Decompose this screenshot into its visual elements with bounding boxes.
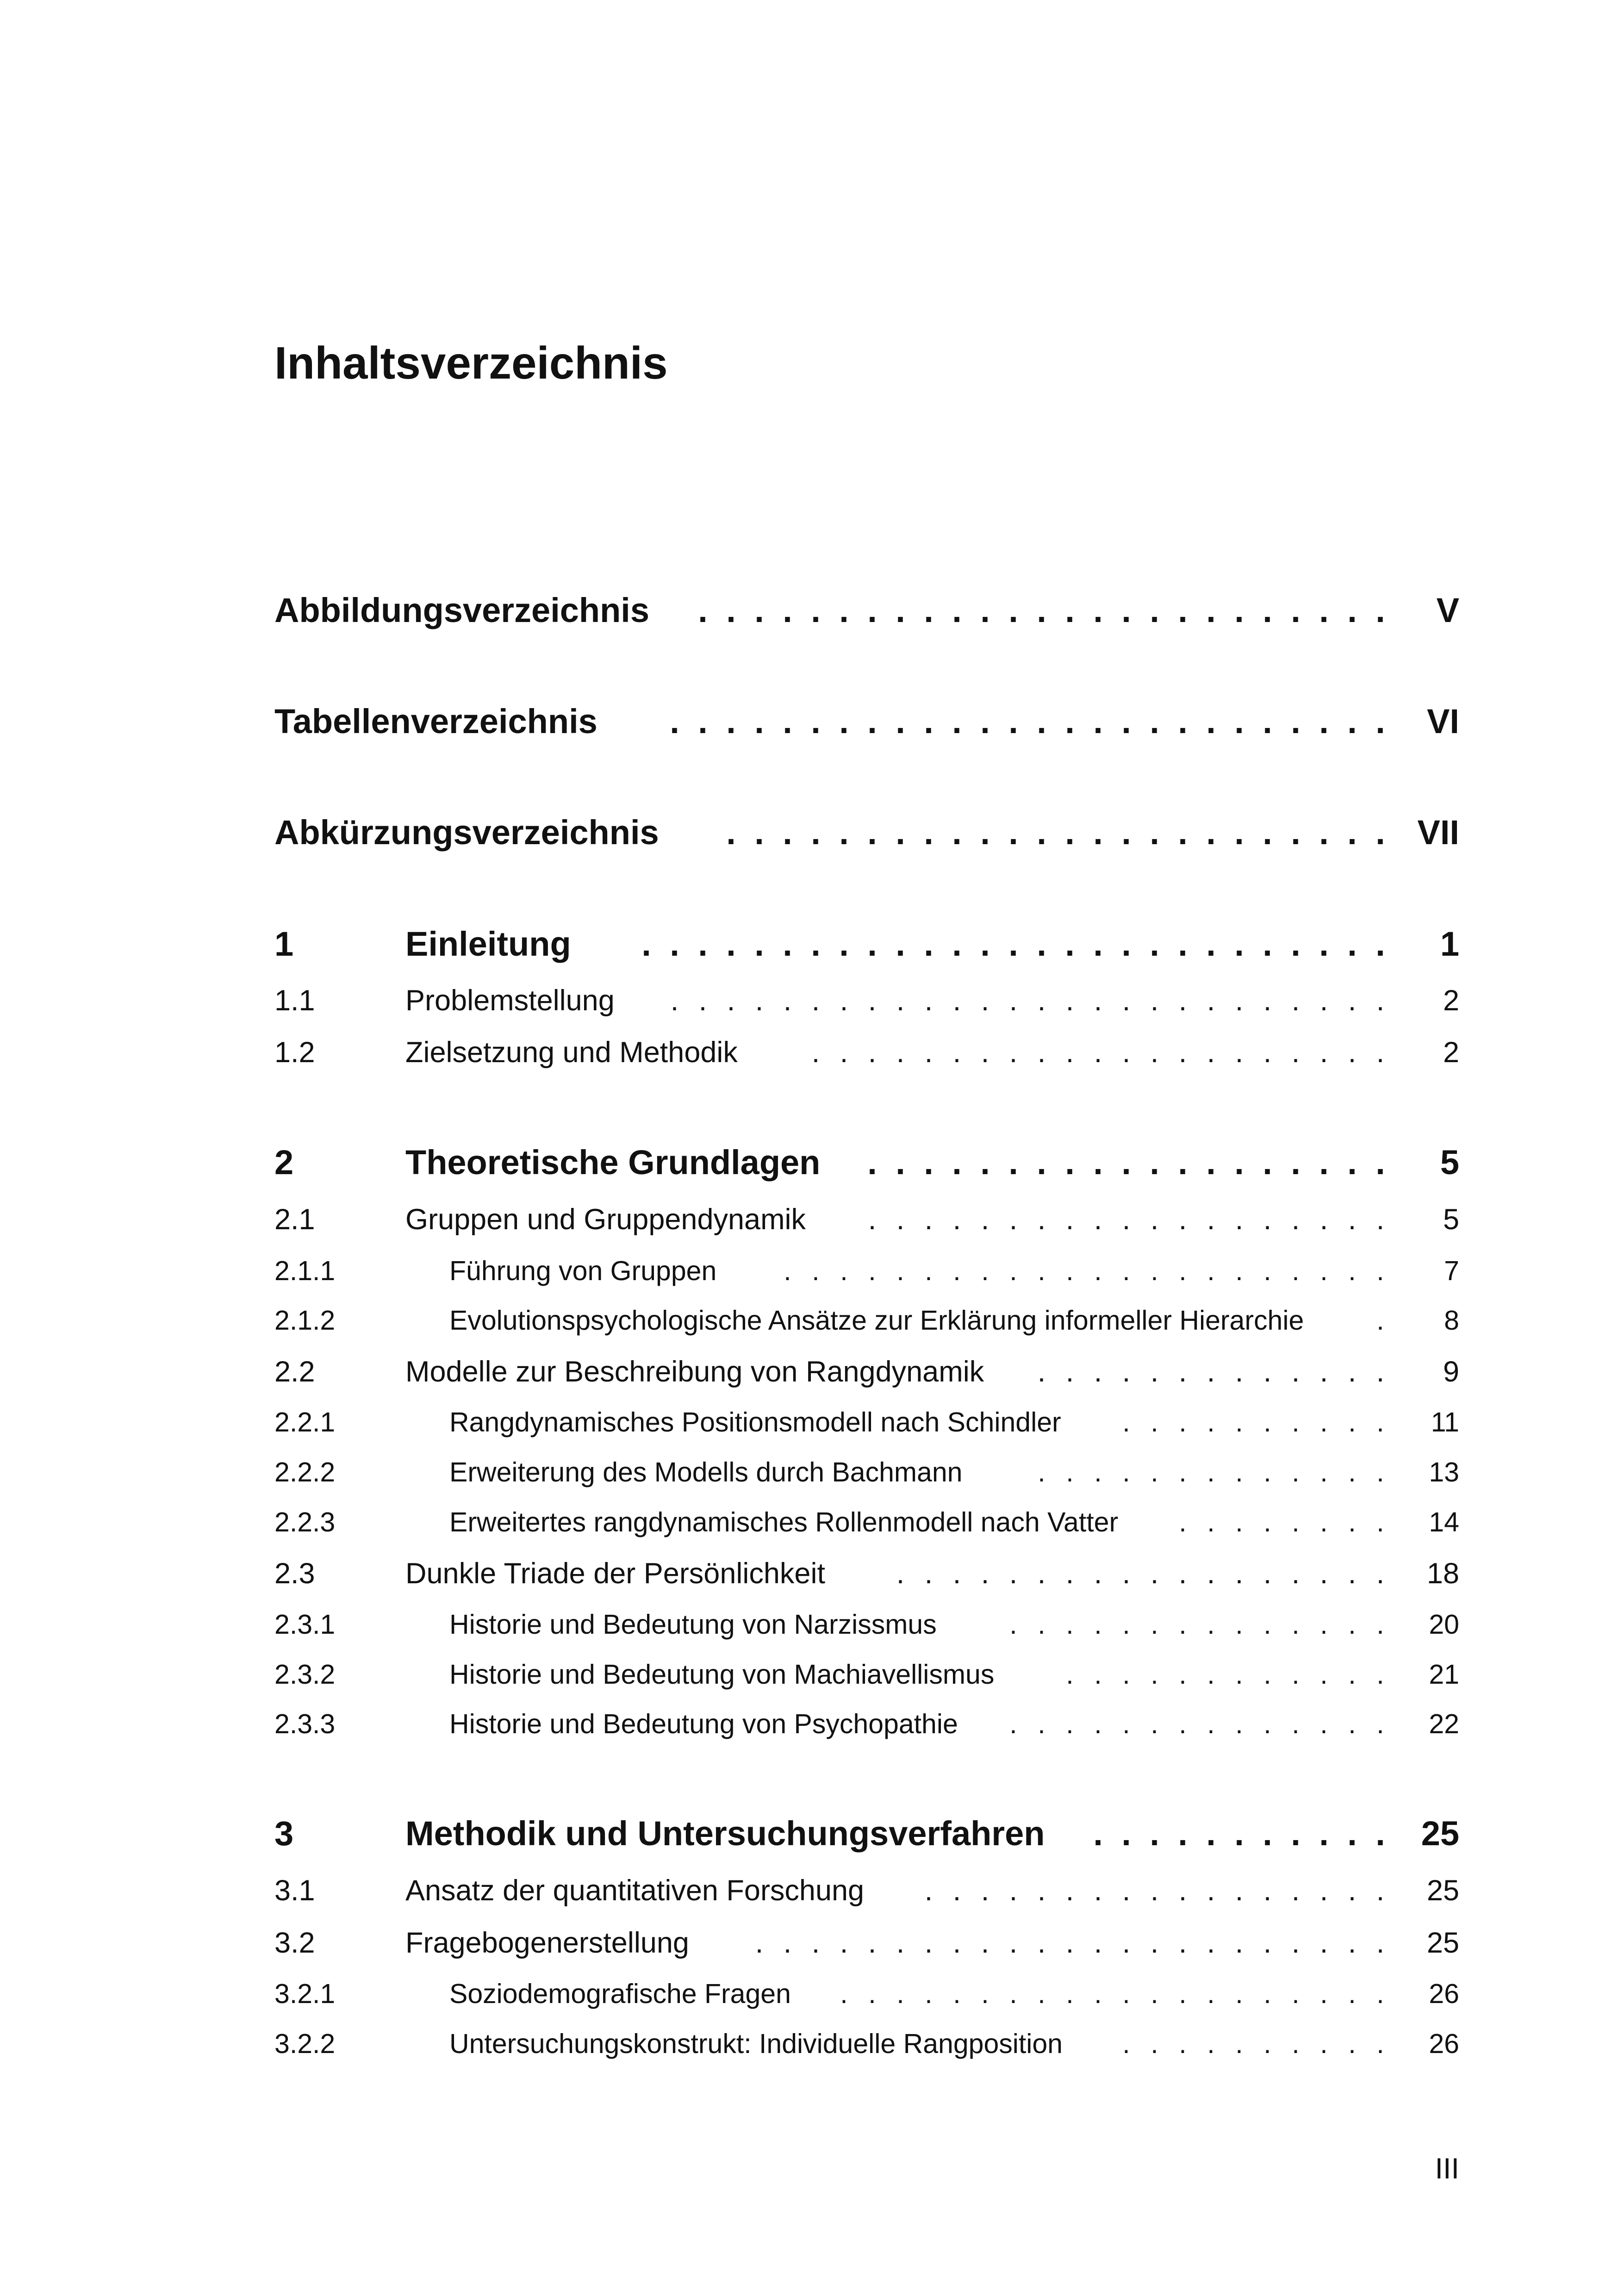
toc-entry-number: 3.1 bbox=[274, 1874, 315, 1907]
toc-entry-title: Erweiterung des Modells durch Bachmann bbox=[449, 1457, 963, 1487]
toc-entry-page: 8 bbox=[1444, 1305, 1459, 1336]
toc-entry-number: 3 bbox=[274, 1814, 294, 1853]
dot-leader: . . . . . . . . bbox=[1179, 1509, 1384, 1536]
toc-entry[interactable] bbox=[274, 2007, 1459, 2058]
toc-entry-title: Zielsetzung und Methodik bbox=[405, 1036, 738, 1069]
toc-entry-title: Abkürzungsverzeichnis bbox=[274, 813, 659, 852]
dot-leader: . . . . . . . . . . . . . . . . . . . . . bbox=[811, 1038, 1385, 1067]
toc-entry-title: Ansatz der quantitativen Forschung bbox=[405, 1874, 865, 1907]
toc-entry-title: Evolutionspsychologische Ansätze zur Erklärung informeller Hierarchie bbox=[449, 1305, 1304, 1336]
dot-leader: . . . . . . . . . . . . . bbox=[1037, 1357, 1385, 1387]
toc-entry-number: 2.1 bbox=[274, 1203, 315, 1236]
toc-entry-title: Historie und Bedeutung von Machiavellismus bbox=[449, 1659, 995, 1690]
toc-entry-number: 1.1 bbox=[274, 984, 315, 1017]
toc-entry-page: 22 bbox=[1429, 1709, 1459, 1739]
toc-entry-page: 2 bbox=[1443, 1036, 1459, 1069]
toc-entry-page: 5 bbox=[1443, 1203, 1459, 1236]
toc-entry-page: VII bbox=[1417, 813, 1459, 852]
dot-leader: . . . . . . . . . . . . . . . . . bbox=[924, 1876, 1385, 1905]
toc-entry-number: 2 bbox=[274, 1143, 294, 1182]
toc-entry-page: 13 bbox=[1429, 1457, 1459, 1487]
dot-leader: . . . . . . . . . . bbox=[1122, 1409, 1384, 1436]
toc-entry-page: 25 bbox=[1421, 1814, 1459, 1853]
toc-entry[interactable] bbox=[274, 1129, 1459, 1180]
toc-entry-page: 20 bbox=[1429, 1609, 1459, 1640]
toc-entry-title: Historie und Bedeutung von Psychopathie bbox=[449, 1709, 958, 1739]
toc-entry-title: Tabellenverzeichnis bbox=[274, 702, 597, 740]
toc-entry-title: Fragebogenerstellung bbox=[405, 1927, 689, 1959]
toc-entry-number: 1.2 bbox=[274, 1036, 315, 1069]
toc-entry-number: 2.2.2 bbox=[274, 1457, 336, 1487]
toc-entry[interactable] bbox=[274, 688, 1459, 739]
toc-entry-title: Modelle zur Beschreibung von Rangdynamik bbox=[405, 1356, 984, 1388]
toc-entry-page: 25 bbox=[1426, 1927, 1459, 1959]
toc-entry-title: Untersuchungskonstrukt: Individuelle Rangposition bbox=[449, 2028, 1063, 2059]
toc-entry-page: VI bbox=[1427, 702, 1459, 740]
toc-entry-page: 14 bbox=[1429, 1507, 1459, 1537]
toc-entry-number: 2.2.3 bbox=[274, 1507, 336, 1537]
toc-entry[interactable] bbox=[274, 1336, 1459, 1387]
toc-entry[interactable] bbox=[274, 910, 1459, 961]
toc-entry[interactable] bbox=[274, 964, 1459, 1015]
toc-entry-title: Methodik und Untersuchungsverfahren bbox=[405, 1814, 1045, 1853]
toc-entry-number: 2.3 bbox=[274, 1557, 315, 1590]
page-number: III bbox=[1435, 2153, 1459, 2185]
dot-leader: . . . . . . . . . . . . . . . . . . . . . . . . . . . bbox=[641, 927, 1385, 961]
toc-entry-number: 2.3.1 bbox=[274, 1609, 336, 1640]
toc-entry[interactable] bbox=[274, 1485, 1459, 1536]
dot-leader: . . . . . . . . . . . . . . . . . . . bbox=[868, 1205, 1385, 1234]
toc-entry-title: Einleitung bbox=[405, 925, 571, 963]
dot-leader: . . . . . . . . . . . . bbox=[1066, 1661, 1384, 1688]
toc-entry[interactable] bbox=[274, 1587, 1459, 1638]
toc-entry[interactable] bbox=[274, 1385, 1459, 1436]
toc-entry[interactable] bbox=[274, 1537, 1459, 1588]
toc-entry[interactable] bbox=[274, 1234, 1459, 1285]
toc-entry[interactable] bbox=[274, 799, 1459, 850]
toc-entry[interactable] bbox=[274, 1957, 1459, 2008]
toc-entry-page: 2 bbox=[1443, 984, 1459, 1017]
toc-entry[interactable] bbox=[274, 1435, 1459, 1486]
toc-entry-title: Gruppen und Gruppendynamik bbox=[405, 1203, 806, 1236]
toc-entry[interactable] bbox=[274, 1800, 1459, 1851]
toc-entry-title: Dunkle Triade der Persönlichkeit bbox=[405, 1557, 825, 1590]
toc-entry-number: 3.2.1 bbox=[274, 1979, 336, 2009]
toc-entry[interactable] bbox=[274, 1687, 1459, 1738]
toc-entry-page: 9 bbox=[1443, 1356, 1459, 1388]
dot-leader: . . . . . . . . . . . . . . . . . . . . . . . . . . bbox=[670, 986, 1385, 1015]
dot-leader: . . . . . . . . . . . bbox=[1093, 1817, 1385, 1851]
toc-entry-page: 1 bbox=[1440, 925, 1459, 963]
dot-leader: . . . . . . . . . . bbox=[1122, 2030, 1384, 2058]
dot-leader: . . . . . . . . . . . . . . . . . . . . . . . . bbox=[726, 815, 1385, 850]
toc-entry-number: 2.2 bbox=[274, 1356, 315, 1388]
dot-leader: . . . . . . . . . . . . . . . . . . . . . . bbox=[784, 1257, 1384, 1285]
toc-entry-page: 21 bbox=[1429, 1659, 1459, 1690]
page-title: Inhaltsverzeichnis bbox=[274, 337, 668, 388]
dot-leader: . . . . . . . . . . . . . . bbox=[1009, 1711, 1384, 1738]
toc-entry-title: Historie und Bedeutung von Narzissmus bbox=[449, 1609, 937, 1640]
toc-entry-number: 2.1.2 bbox=[274, 1305, 336, 1336]
toc-entry-number: 3.2.2 bbox=[274, 2028, 336, 2059]
toc-entry-page: 5 bbox=[1440, 1143, 1459, 1182]
toc-entry-title: Rangdynamisches Positionsmodell nach Schindler bbox=[449, 1407, 1061, 1437]
dot-leader: . . . . . . . . . . . . . . . . . . . . . . . bbox=[755, 1929, 1385, 1958]
dot-leader: . bbox=[1376, 1307, 1384, 1334]
toc-entry[interactable] bbox=[274, 1283, 1459, 1334]
toc-entry[interactable] bbox=[274, 1016, 1459, 1067]
dot-leader: . . . . . . . . . . . . . . bbox=[1009, 1611, 1384, 1638]
dot-leader: . . . . . . . . . . . . . . . . . . . . bbox=[840, 1980, 1384, 2008]
toc-entry-page: 25 bbox=[1426, 1874, 1459, 1907]
toc-entry-page: V bbox=[1436, 591, 1459, 629]
toc-entry-page: 7 bbox=[1444, 1256, 1459, 1286]
dot-leader: . . . . . . . . . . . . . . . . . . . . . . . . . bbox=[698, 593, 1385, 628]
toc-entry-number: 1 bbox=[274, 925, 294, 963]
toc-entry-page: 26 bbox=[1429, 2028, 1459, 2059]
toc-entry-page: 11 bbox=[1431, 1407, 1459, 1437]
dot-leader: . . . . . . . . . . . . . . . . . . . bbox=[867, 1145, 1385, 1180]
toc-entry-number: 2.1.1 bbox=[274, 1256, 336, 1286]
toc-entry[interactable] bbox=[274, 577, 1459, 628]
dot-leader: . . . . . . . . . . . . . . . . . . . . . . . . . . bbox=[670, 704, 1385, 739]
toc-entry-title: Soziodemografische Fragen bbox=[449, 1979, 791, 2009]
toc-entry-title: Theoretische Grundlagen bbox=[405, 1143, 821, 1182]
toc-entry-number: 3.2 bbox=[274, 1927, 315, 1959]
toc-entry-number: 2.3.2 bbox=[274, 1659, 336, 1690]
toc-entry-number: 2.3.3 bbox=[274, 1709, 336, 1739]
toc-entry[interactable] bbox=[274, 1637, 1459, 1688]
toc-entry[interactable] bbox=[274, 1907, 1459, 1958]
toc-entry-title: Führung von Gruppen bbox=[449, 1256, 717, 1286]
toc-entry[interactable] bbox=[274, 1854, 1459, 1905]
toc-entry-title: Abbildungsverzeichnis bbox=[274, 591, 650, 629]
toc-entry-page: 18 bbox=[1426, 1557, 1459, 1590]
dot-leader: . . . . . . . . . . . . . bbox=[1038, 1459, 1384, 1486]
toc-entry-title: Erweitertes rangdynamisches Rollenmodell nach Vatter bbox=[449, 1507, 1119, 1537]
toc-entry[interactable] bbox=[274, 1183, 1459, 1234]
dot-leader: . . . . . . . . . . . . . . . . . . bbox=[896, 1559, 1385, 1588]
toc-entry-number: 2.2.1 bbox=[274, 1407, 336, 1437]
toc-entry-page: 26 bbox=[1429, 1979, 1459, 2009]
toc-entry-title: Problemstellung bbox=[405, 984, 615, 1017]
